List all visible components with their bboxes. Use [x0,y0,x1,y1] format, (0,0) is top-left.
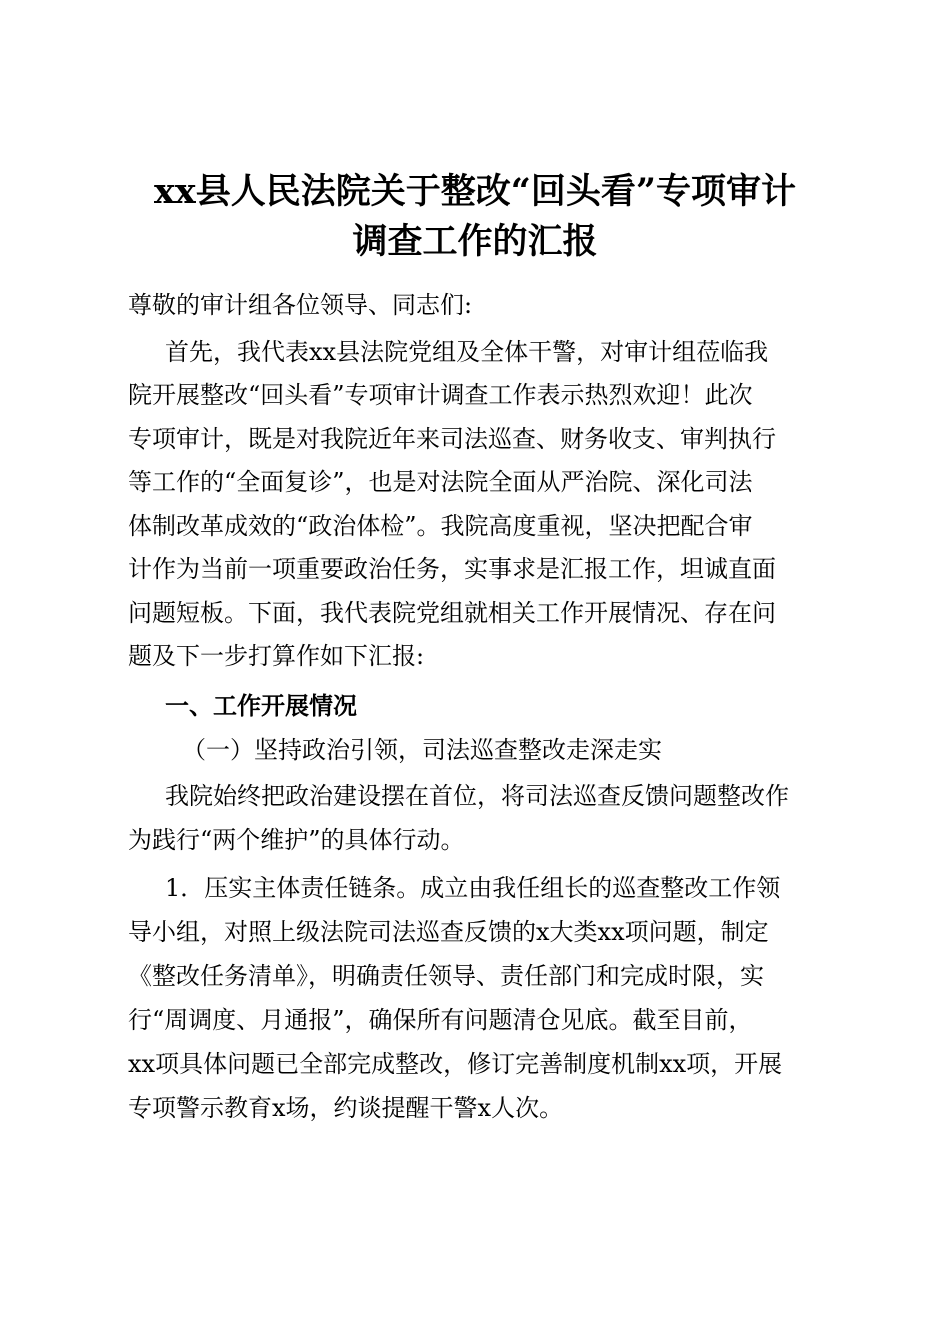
intro-line: 题及下一步打算作如下汇报: [128,642,425,670]
intro-line: 专项审计，既是对我院近年来司法巡查、财务收支、审判执行 [128,425,776,453]
item-line: xx项具体问题已全部完成整改，修订完善制度机制xx项，开展 [128,1050,783,1078]
item-line: 专项警示教育x场，约谈提醒干警x人次。 [128,1094,564,1122]
item-line: 导小组，对照上级法院司法巡查反馈的x大类xx项问题，制定 [128,918,769,946]
document-title-line-2: 调查工作的汇报 [352,221,598,262]
salutation: 尊敬的审计组各位领导、同志们: [128,291,473,319]
intro-line: 体制改革成效的“政治体检”。我院高度重视，坚决把配合审 [128,512,753,540]
section-heading: 一、工作开展情况 [165,691,357,720]
intro-line: 等工作的“全面复诊”，也是对法院全面从严治院、深化司法 [128,468,753,496]
item-line: 行“周调度、月通报”，确保所有问题清仓见底。截至目前， [128,1006,753,1034]
document-title-line-1: xx县人民法院关于整改“回头看”专项审计 [154,171,796,212]
subsection-paragraph-line: 为践行“两个维护”的具体行动。 [128,826,465,854]
intro-line: 首先，我代表xx县法院党组及全体干警，对审计组莅临我 [165,338,769,366]
item-line: 《整改任务清单》，明确责任领导、责任部门和完成时限，实 [128,962,764,990]
intro-line: 计作为当前一项重要政治任务，实事求是汇报工作，坦诚直面 [128,555,776,583]
intro-line: 问题短板。下面，我代表院党组就相关工作开展情况、存在问 [128,599,776,627]
item-line: 1．压实主体责任链条。成立由我任组长的巡查整改工作领 [165,874,781,902]
intro-line: 院开展整改“回头看”专项审计调查工作表示热烈欢迎！此次 [128,381,753,409]
subsection-heading: （一）坚持政治引领，司法巡查整改走深走实 [182,736,662,764]
subsection-paragraph-line: 我院始终把政治建设摆在首位，将司法巡查反馈问题整改作 [165,782,789,810]
